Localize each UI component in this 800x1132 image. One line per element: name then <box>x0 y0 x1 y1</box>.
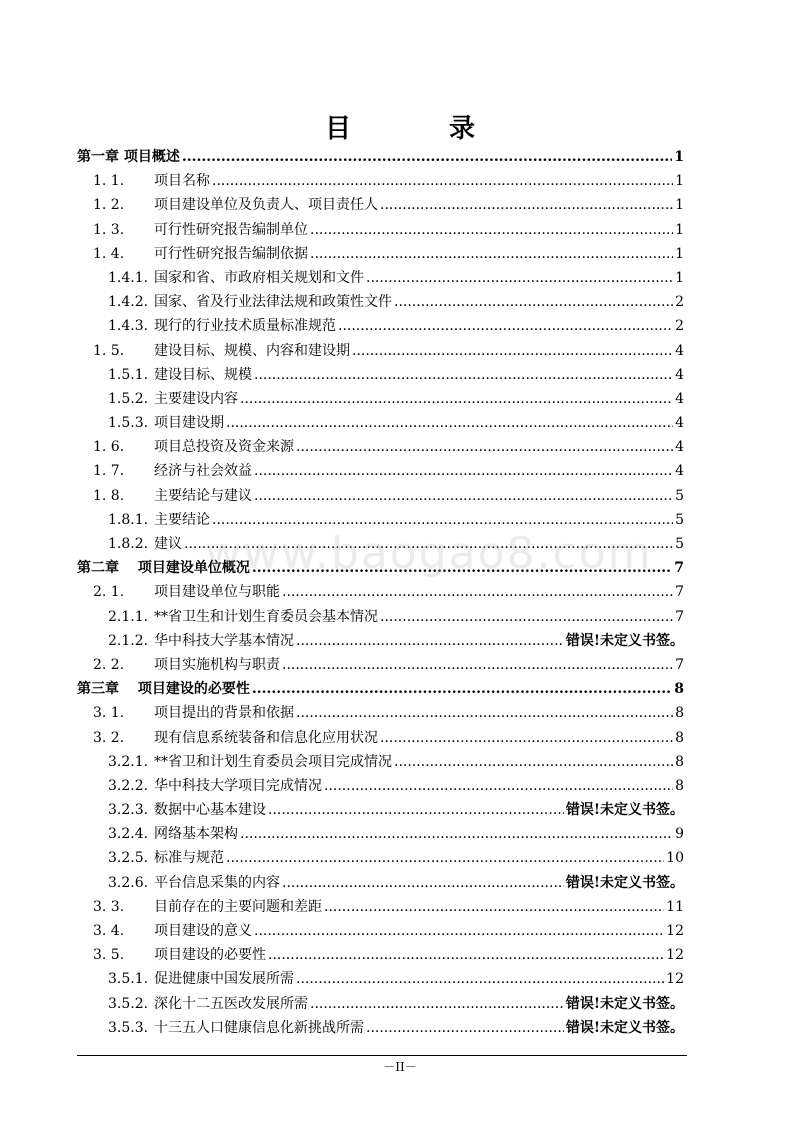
toc-leader-dots <box>212 512 673 528</box>
toc-entry-page: 8 <box>675 753 684 770</box>
toc-entry-label: **省卫生和计划生育委员会基本情况 <box>154 608 378 625</box>
toc-entry-label: 项目建设期 <box>154 415 224 432</box>
toc-entry-number: 1.5.3. <box>108 415 149 432</box>
toc-entry-number: 3. 3. <box>93 898 125 915</box>
toc-entry-number: 3. 2. <box>93 729 125 746</box>
toc-entry-page: 9 <box>675 826 684 843</box>
toc-section-entry[interactable] <box>77 702 684 726</box>
toc-entry-number: 1.5.1. <box>108 366 149 383</box>
toc-entry-number: 3.2.2. <box>108 777 149 794</box>
toc-section-entry[interactable] <box>77 606 684 630</box>
toc-leader-dots <box>240 391 673 407</box>
toc-entry-number: 2.1.2. <box>108 632 149 649</box>
toc-entry-page: 5 <box>675 536 684 552</box>
toc-section-entry[interactable] <box>77 847 684 871</box>
toc-entry-label: 华中科技大学基本情况 <box>154 632 294 649</box>
toc-section-entry[interactable] <box>77 920 684 944</box>
toc-entry-label: 主要结论 <box>154 511 210 528</box>
toc-section-entry[interactable] <box>77 823 684 847</box>
toc-entry-number: 3.2.6. <box>108 874 149 891</box>
toc-entry-page: 7 <box>675 584 684 601</box>
toc-entry-label: 项目总投资及资金来源 <box>154 439 294 456</box>
toc-entry-page: 12 <box>666 923 684 939</box>
toc-entry-label: 建设目标、规模、内容和建设期 <box>154 342 350 359</box>
toc-section-entry[interactable] <box>77 993 684 1017</box>
toc-section-entry[interactable] <box>77 170 684 194</box>
toc-leader-dots <box>296 705 673 721</box>
table-of-contents <box>77 146 684 1041</box>
toc-entry-number: 3. 5. <box>93 947 125 964</box>
toc-entry-label: 目前存在的主要问题和差距 <box>154 898 322 915</box>
toc-entry-number: 3.5.2. <box>108 995 149 1012</box>
toc-entry-page: 错误!未定义书签。 <box>565 995 684 1012</box>
toc-leader-dots <box>254 488 673 504</box>
toc-title: 目 录 <box>324 114 511 144</box>
toc-leader-dots <box>296 439 673 455</box>
toc-leader-dots <box>240 826 673 842</box>
toc-entry-page: 8 <box>675 705 684 722</box>
toc-entry-number: 3.5.3. <box>108 1019 149 1036</box>
toc-section-entry[interactable] <box>77 388 684 412</box>
toc-section-entry[interactable] <box>77 412 684 436</box>
toc-entry-number: 1.4.1. <box>108 269 149 286</box>
toc-entry-number: 1. 4. <box>93 245 125 262</box>
toc-entry-label: 项目建设单位及负责人、项目责任人 <box>154 197 378 214</box>
toc-leader-dots <box>254 923 664 939</box>
toc-entry-number: 1. 7. <box>93 463 125 480</box>
toc-entry-label: 促进健康中国发展所需 <box>154 971 294 988</box>
toc-entry-number: 1.5.2. <box>108 390 149 407</box>
toc-entry-page: 1 <box>675 197 684 214</box>
toc-entry-number: 2.1.1. <box>108 608 149 625</box>
toc-entry-number: 3. 1. <box>93 705 125 722</box>
toc-section-entry[interactable] <box>77 485 684 509</box>
toc-entry-number: 1.8.2. <box>108 536 149 552</box>
toc-section-entry[interactable] <box>77 460 684 484</box>
toc-entry-page: 8 <box>675 777 684 794</box>
toc-entry-page: 11 <box>666 898 684 915</box>
toc-section-entry[interactable] <box>77 436 684 460</box>
watermark-text: www.baogao8.com <box>205 528 653 579</box>
toc-leader-dots <box>254 367 673 383</box>
toc-entry-label: 标准与规范 <box>154 850 224 867</box>
toc-entry-label: 数据中心基本建设 <box>154 802 266 819</box>
toc-entry-page: 4 <box>675 439 684 456</box>
toc-entry-label: 深化十二五医改发展所需 <box>154 995 308 1012</box>
toc-leader-dots <box>366 270 673 286</box>
toc-entry-page: 7 <box>674 560 684 577</box>
toc-leader-dots <box>252 560 672 576</box>
toc-leader-dots <box>338 318 673 334</box>
toc-entry-label: 可行性研究报告编制单位 <box>154 221 308 238</box>
toc-section-entry[interactable] <box>77 219 684 243</box>
toc-entry-number: 3.2.1. <box>108 753 149 770</box>
toc-section-entry[interactable] <box>77 751 684 775</box>
toc-entry-label: 网络基本架构 <box>154 826 238 843</box>
toc-entry-page: 12 <box>666 947 684 964</box>
toc-entry-number: 1. 3. <box>93 221 125 238</box>
toc-entry-label: 现行的行业技术质量标准规范 <box>154 318 336 335</box>
toc-entry-number: 1. 8. <box>93 487 125 504</box>
toc-leader-dots <box>282 875 564 891</box>
toc-entry-page: 1 <box>675 173 684 190</box>
toc-entry-label: 平台信息采集的内容 <box>154 874 280 891</box>
toc-entry-page: 1 <box>674 149 684 165</box>
toc-section-entry[interactable] <box>77 775 684 799</box>
toc-entry-label: 现有信息系统装备和信息化应用状况 <box>154 729 378 746</box>
toc-entry-number: 1. 6. <box>93 439 125 456</box>
toc-entry-page: 1 <box>675 245 684 262</box>
toc-chapter-entry[interactable] <box>77 557 684 581</box>
toc-entry-number: 1. 1. <box>93 173 125 190</box>
toc-entry-page: 5 <box>675 511 684 528</box>
toc-section-entry[interactable] <box>77 872 684 896</box>
toc-entry-page: 4 <box>675 390 684 407</box>
toc-section-entry[interactable] <box>77 654 684 678</box>
toc-leader-dots <box>226 850 664 866</box>
toc-section-entry[interactable] <box>77 315 684 339</box>
toc-entry-page: 2 <box>675 294 684 311</box>
toc-entry-label: 主要建设内容 <box>154 390 238 407</box>
toc-entry-label: 可行性研究报告编制依据 <box>154 245 308 262</box>
toc-entry-number: 1.4.3. <box>108 318 149 335</box>
toc-entry-page: 12 <box>666 971 684 988</box>
toc-entry-label: 项目提出的背景和依据 <box>154 705 294 722</box>
toc-leader-dots <box>296 971 664 987</box>
toc-leader-dots <box>282 584 673 600</box>
toc-leader-dots <box>252 681 672 697</box>
toc-entry-page: 错误!未定义书签。 <box>565 802 684 819</box>
toc-entry-number: 3.2.3. <box>108 802 149 819</box>
toc-section-entry[interactable] <box>77 727 684 751</box>
toc-leader-dots <box>184 536 673 552</box>
toc-entry-label: 十三五人口健康信息化新挑战所需 <box>154 1019 364 1036</box>
toc-entry-label: **省卫和计划生育委员会项目完成情况 <box>154 753 392 770</box>
toc-section-entry[interactable] <box>77 896 684 920</box>
toc-section-entry[interactable] <box>77 533 684 557</box>
toc-section-entry[interactable] <box>77 243 684 267</box>
toc-entry-number: 1. 2. <box>93 197 125 214</box>
toc-entry-label: 国家和省、市政府相关规划和文件 <box>154 269 364 286</box>
toc-entry-page: 8 <box>675 729 684 746</box>
toc-entry-page: 5 <box>675 487 684 504</box>
toc-section-entry[interactable] <box>77 944 684 968</box>
toc-section-entry[interactable] <box>77 267 684 291</box>
toc-section-entry[interactable] <box>77 291 684 315</box>
toc-entry-number: 1.4.2. <box>108 294 149 311</box>
page-number-footer: －II－ <box>383 1060 417 1074</box>
toc-leader-dots <box>380 609 673 625</box>
toc-entry-number: 2. 1. <box>93 584 125 601</box>
toc-entry-number: 3.2.4. <box>108 826 149 843</box>
toc-entry-label: 项目建设的意义 <box>154 923 252 939</box>
toc-entry-label: 主要结论与建议 <box>154 487 252 504</box>
toc-section-entry[interactable] <box>77 581 684 605</box>
toc-entry-label: 项目名称 <box>154 173 210 190</box>
toc-leader-dots <box>226 415 673 431</box>
toc-entry-page: 1 <box>675 221 684 238</box>
toc-entry-page: 4 <box>675 415 684 432</box>
toc-chapter-entry[interactable] <box>77 678 684 702</box>
toc-leader-dots <box>182 149 672 165</box>
toc-entry-number: 2. 2. <box>93 656 125 673</box>
toc-entry-label: 第三章 项目建设的必要性 <box>77 681 250 698</box>
toc-leader-dots <box>310 246 673 262</box>
toc-entry-label: 建议 <box>154 536 182 552</box>
toc-entry-page: 1 <box>675 269 684 286</box>
toc-entry-page: 错误!未定义书签。 <box>565 874 684 891</box>
toc-chapter-entry[interactable] <box>77 146 684 170</box>
toc-entry-label: 经济与社会效益 <box>154 463 252 480</box>
toc-entry-label: 国家、省及行业法律法规和政策性文件 <box>154 294 392 311</box>
footer-divider <box>77 1055 687 1056</box>
toc-leader-dots <box>268 947 664 963</box>
toc-entry-label: 建设目标、规模 <box>154 366 252 383</box>
toc-entry-page: 4 <box>675 463 684 480</box>
toc-section-entry[interactable] <box>77 509 684 533</box>
toc-leader-dots <box>366 1020 564 1036</box>
toc-leader-dots <box>380 197 673 213</box>
toc-entry-label: 华中科技大学项目完成情况 <box>154 777 322 794</box>
toc-entry-number: 3.5.1. <box>108 971 149 988</box>
toc-leader-dots <box>324 778 673 794</box>
toc-leader-dots <box>310 222 673 238</box>
toc-section-entry[interactable] <box>77 799 684 823</box>
toc-leader-dots <box>394 754 673 770</box>
toc-entry-number: 1. 5. <box>93 342 125 359</box>
toc-leader-dots <box>254 463 673 479</box>
toc-entry-page: 4 <box>675 342 684 359</box>
toc-entry-page: 10 <box>666 850 684 867</box>
toc-entry-page: 7 <box>675 656 684 673</box>
toc-section-entry[interactable] <box>77 968 684 992</box>
toc-section-entry[interactable] <box>77 1017 684 1041</box>
toc-leader-dots <box>352 343 673 359</box>
toc-section-entry[interactable] <box>77 194 684 218</box>
toc-leader-dots <box>310 996 564 1012</box>
toc-entry-number: 3. 4. <box>93 923 125 939</box>
toc-entry-label: 项目实施机构与职责 <box>154 656 280 673</box>
toc-leader-dots <box>282 657 673 673</box>
toc-leader-dots <box>296 633 564 649</box>
toc-leader-dots <box>212 173 673 189</box>
toc-section-entry[interactable] <box>77 630 684 654</box>
toc-entry-label: 项目建设的必要性 <box>154 947 266 964</box>
toc-entry-label: 第一章 项目概述 <box>77 149 180 165</box>
toc-entry-page: 8 <box>674 681 684 698</box>
toc-leader-dots <box>268 802 564 818</box>
toc-entry-page: 7 <box>675 608 684 625</box>
toc-entry-label: 项目建设单位与职能 <box>154 584 280 601</box>
toc-entry-page: 错误!未定义书签。 <box>565 632 684 649</box>
toc-leader-dots <box>380 730 673 746</box>
toc-leader-dots <box>394 294 673 310</box>
toc-entry-number: 3.2.5. <box>108 850 149 867</box>
toc-entry-page: 错误!未定义书签。 <box>565 1019 684 1036</box>
toc-entry-page: 2 <box>675 318 684 335</box>
toc-leader-dots <box>324 899 664 915</box>
toc-entry-number: 1.8.1. <box>108 511 149 528</box>
toc-entry-label: 第二章 项目建设单位概况 <box>77 560 250 577</box>
toc-section-entry[interactable] <box>77 364 684 388</box>
toc-section-entry[interactable] <box>77 340 684 364</box>
toc-entry-page: 4 <box>675 366 684 383</box>
